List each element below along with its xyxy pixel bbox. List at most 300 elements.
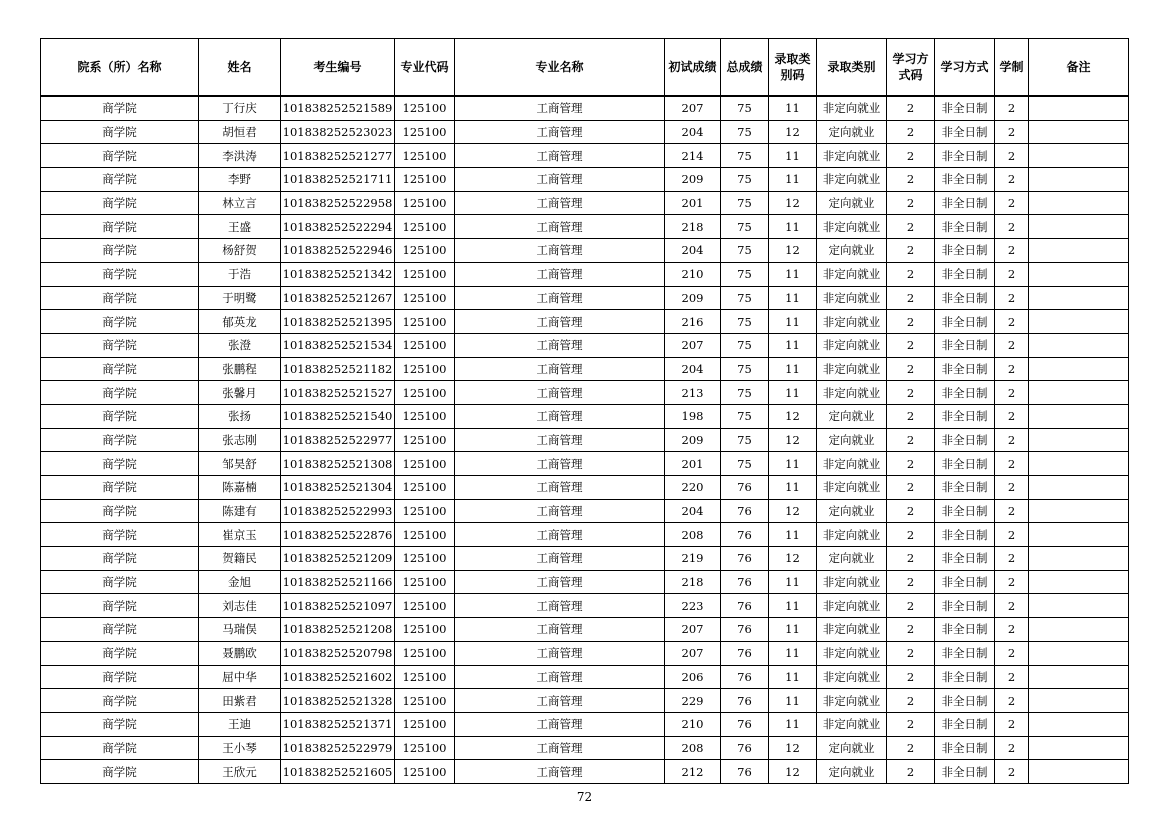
study-mode-cell: 非全日制 bbox=[935, 547, 995, 571]
total-score-cell: 76 bbox=[721, 665, 769, 689]
remarks-cell bbox=[1029, 570, 1129, 594]
name-cell: 刘志佳 bbox=[199, 594, 281, 618]
admission-type-code-cell: 11 bbox=[769, 168, 817, 192]
duration-cell: 2 bbox=[995, 547, 1029, 571]
candidate-id-cell: 101838252521527 bbox=[281, 381, 395, 405]
candidate-id-cell: 101838252522993 bbox=[281, 499, 395, 523]
admission-type-cell: 定向就业 bbox=[817, 428, 887, 452]
table-row bbox=[41, 665, 1129, 689]
admission-type-code-cell: 11 bbox=[769, 310, 817, 334]
department-cell: 商学院 bbox=[41, 618, 199, 642]
duration-cell: 2 bbox=[995, 476, 1029, 500]
study-mode-cell: 非全日制 bbox=[935, 120, 995, 144]
major-code-cell: 125100 bbox=[395, 120, 455, 144]
major-code-cell: 125100 bbox=[395, 452, 455, 476]
department-cell: 商学院 bbox=[41, 191, 199, 215]
study-mode-code-cell: 2 bbox=[887, 452, 935, 476]
study-mode-cell: 非全日制 bbox=[935, 168, 995, 192]
study-mode-code-cell: 2 bbox=[887, 499, 935, 523]
department-cell: 商学院 bbox=[41, 357, 199, 381]
name-cell: 贺籍民 bbox=[199, 547, 281, 571]
major-name-cell: 工商管理 bbox=[455, 736, 665, 760]
admission-type-code-cell: 11 bbox=[769, 262, 817, 286]
table-row bbox=[41, 239, 1129, 263]
total-score-cell: 76 bbox=[721, 736, 769, 760]
admission-type-code-cell: 11 bbox=[769, 641, 817, 665]
table-row bbox=[41, 476, 1129, 500]
study-mode-code-cell: 2 bbox=[887, 428, 935, 452]
department-cell: 商学院 bbox=[41, 760, 199, 784]
candidate-id-cell: 101838252523023 bbox=[281, 120, 395, 144]
name-cell: 于浩 bbox=[199, 262, 281, 286]
study-mode-code-cell: 2 bbox=[887, 641, 935, 665]
total-score-cell: 76 bbox=[721, 594, 769, 618]
major-code-cell: 125100 bbox=[395, 476, 455, 500]
major-code-cell: 125100 bbox=[395, 428, 455, 452]
total-score-cell: 76 bbox=[721, 499, 769, 523]
remarks-cell bbox=[1029, 381, 1129, 405]
department-cell: 商学院 bbox=[41, 594, 199, 618]
name-cell: 丁行庆 bbox=[199, 96, 281, 120]
study-mode-cell: 非全日制 bbox=[935, 262, 995, 286]
study-mode-cell: 非全日制 bbox=[935, 215, 995, 239]
remarks-cell bbox=[1029, 523, 1129, 547]
table-row bbox=[41, 357, 1129, 381]
admission-type-code-cell: 12 bbox=[769, 736, 817, 760]
study-mode-cell: 非全日制 bbox=[935, 381, 995, 405]
study-mode-cell: 非全日制 bbox=[935, 191, 995, 215]
major-code-cell: 125100 bbox=[395, 641, 455, 665]
major-name-cell: 工商管理 bbox=[455, 144, 665, 168]
initial-score-cell: 198 bbox=[665, 404, 721, 428]
initial-score-cell: 208 bbox=[665, 523, 721, 547]
major-name-cell: 工商管理 bbox=[455, 215, 665, 239]
initial-score-cell: 213 bbox=[665, 381, 721, 405]
admission-type-code-cell: 11 bbox=[769, 570, 817, 594]
study-mode-cell: 非全日制 bbox=[935, 641, 995, 665]
study-mode-cell: 非全日制 bbox=[935, 594, 995, 618]
initial-score-cell: 220 bbox=[665, 476, 721, 500]
study-mode-code-cell: 2 bbox=[887, 523, 935, 547]
table-row bbox=[41, 689, 1129, 713]
candidate-id-cell: 101838252521534 bbox=[281, 333, 395, 357]
duration-cell: 2 bbox=[995, 96, 1029, 120]
name-cell: 张鹏程 bbox=[199, 357, 281, 381]
admission-type-cell: 定向就业 bbox=[817, 191, 887, 215]
candidate-id-cell: 101838252521711 bbox=[281, 168, 395, 192]
admission-type-cell: 非定向就业 bbox=[817, 215, 887, 239]
total-score-cell: 75 bbox=[721, 310, 769, 334]
name-cell: 张志刚 bbox=[199, 428, 281, 452]
table-row bbox=[41, 547, 1129, 571]
remarks-cell bbox=[1029, 144, 1129, 168]
name-cell: 陈嘉楠 bbox=[199, 476, 281, 500]
remarks-cell bbox=[1029, 333, 1129, 357]
table-row bbox=[41, 96, 1129, 120]
major-code-cell: 125100 bbox=[395, 736, 455, 760]
major-code-cell: 125100 bbox=[395, 96, 455, 120]
name-cell: 张扬 bbox=[199, 404, 281, 428]
total-score-cell: 75 bbox=[721, 262, 769, 286]
candidate-id-cell: 101838252521328 bbox=[281, 689, 395, 713]
candidate-id-cell: 101838252521209 bbox=[281, 547, 395, 571]
study-mode-cell: 非全日制 bbox=[935, 523, 995, 547]
major-name-cell: 工商管理 bbox=[455, 523, 665, 547]
table-row bbox=[41, 310, 1129, 334]
initial-score-cell: 223 bbox=[665, 594, 721, 618]
candidate-id-cell: 101838252522977 bbox=[281, 428, 395, 452]
department-cell: 商学院 bbox=[41, 476, 199, 500]
admission-type-code-cell: 11 bbox=[769, 689, 817, 713]
study-mode-cell: 非全日制 bbox=[935, 452, 995, 476]
study-mode-code-cell: 2 bbox=[887, 665, 935, 689]
study-mode-cell: 非全日制 bbox=[935, 144, 995, 168]
initial-score-cell: 201 bbox=[665, 452, 721, 476]
department-cell: 商学院 bbox=[41, 404, 199, 428]
major-name-cell: 工商管理 bbox=[455, 310, 665, 334]
name-cell: 李洪涛 bbox=[199, 144, 281, 168]
initial-score-cell: 214 bbox=[665, 144, 721, 168]
candidate-id-cell: 101838252521097 bbox=[281, 594, 395, 618]
table-row bbox=[41, 144, 1129, 168]
remarks-cell bbox=[1029, 712, 1129, 736]
admission-type-code-cell: 12 bbox=[769, 499, 817, 523]
admission-type-code-header: 录取类别码 bbox=[769, 39, 817, 97]
candidate-id-cell: 101838252522294 bbox=[281, 215, 395, 239]
department-cell: 商学院 bbox=[41, 120, 199, 144]
major-code-cell: 125100 bbox=[395, 215, 455, 239]
major-code-cell: 125100 bbox=[395, 286, 455, 310]
duration-cell: 2 bbox=[995, 523, 1029, 547]
duration-header: 学制 bbox=[995, 39, 1029, 97]
major-code-cell: 125100 bbox=[395, 665, 455, 689]
major-name-cell: 工商管理 bbox=[455, 357, 665, 381]
name-cell: 金旭 bbox=[199, 570, 281, 594]
table-row bbox=[41, 618, 1129, 642]
remarks-cell bbox=[1029, 760, 1129, 784]
major-code-cell: 125100 bbox=[395, 523, 455, 547]
candidate-id-header: 考生编号 bbox=[281, 39, 395, 97]
major-name-cell: 工商管理 bbox=[455, 712, 665, 736]
initial-score-cell: 209 bbox=[665, 286, 721, 310]
study-mode-code-cell: 2 bbox=[887, 168, 935, 192]
header-row bbox=[41, 39, 1129, 97]
major-code-cell: 125100 bbox=[395, 333, 455, 357]
remarks-header: 备注 bbox=[1029, 39, 1129, 97]
duration-cell: 2 bbox=[995, 215, 1029, 239]
name-cell: 马瑞俣 bbox=[199, 618, 281, 642]
study-mode-cell: 非全日制 bbox=[935, 499, 995, 523]
department-cell: 商学院 bbox=[41, 96, 199, 120]
admission-type-code-cell: 12 bbox=[769, 760, 817, 784]
candidate-id-cell: 101838252521589 bbox=[281, 96, 395, 120]
major-name-cell: 工商管理 bbox=[455, 428, 665, 452]
candidate-id-cell: 101838252521166 bbox=[281, 570, 395, 594]
admission-type-code-cell: 11 bbox=[769, 476, 817, 500]
duration-cell: 2 bbox=[995, 144, 1029, 168]
name-cell: 杨舒贺 bbox=[199, 239, 281, 263]
study-mode-cell: 非全日制 bbox=[935, 333, 995, 357]
duration-cell: 2 bbox=[995, 333, 1029, 357]
duration-cell: 2 bbox=[995, 641, 1029, 665]
study-mode-cell: 非全日制 bbox=[935, 357, 995, 381]
total-score-cell: 75 bbox=[721, 452, 769, 476]
candidate-id-cell: 101838252521540 bbox=[281, 404, 395, 428]
study-mode-code-cell: 2 bbox=[887, 120, 935, 144]
major-name-cell: 工商管理 bbox=[455, 286, 665, 310]
major-code-cell: 125100 bbox=[395, 310, 455, 334]
major-code-cell: 125100 bbox=[395, 262, 455, 286]
initial-score-cell: 210 bbox=[665, 712, 721, 736]
admission-type-code-cell: 11 bbox=[769, 452, 817, 476]
admission-type-code-cell: 11 bbox=[769, 523, 817, 547]
name-cell: 聂鹏欧 bbox=[199, 641, 281, 665]
major-code-cell: 125100 bbox=[395, 712, 455, 736]
name-cell: 陈建有 bbox=[199, 499, 281, 523]
admission-type-cell: 非定向就业 bbox=[817, 262, 887, 286]
major-code-cell: 125100 bbox=[395, 191, 455, 215]
candidate-id-cell: 101838252521395 bbox=[281, 310, 395, 334]
total-score-cell: 75 bbox=[721, 333, 769, 357]
total-score-cell: 75 bbox=[721, 191, 769, 215]
admission-type-cell: 定向就业 bbox=[817, 736, 887, 760]
study-mode-cell: 非全日制 bbox=[935, 712, 995, 736]
admission-type-code-cell: 12 bbox=[769, 191, 817, 215]
page-number: 72 bbox=[576, 790, 593, 804]
table-row bbox=[41, 428, 1129, 452]
name-cell: 王小琴 bbox=[199, 736, 281, 760]
duration-cell: 2 bbox=[995, 570, 1029, 594]
admission-type-cell: 非定向就业 bbox=[817, 641, 887, 665]
total-score-cell: 75 bbox=[721, 357, 769, 381]
remarks-cell bbox=[1029, 499, 1129, 523]
study-mode-code-cell: 2 bbox=[887, 712, 935, 736]
admission-type-cell: 非定向就业 bbox=[817, 381, 887, 405]
total-score-cell: 76 bbox=[721, 523, 769, 547]
major-code-cell: 125100 bbox=[395, 594, 455, 618]
major-name-cell: 工商管理 bbox=[455, 239, 665, 263]
admission-type-cell: 定向就业 bbox=[817, 760, 887, 784]
duration-cell: 2 bbox=[995, 594, 1029, 618]
admission-type-cell: 非定向就业 bbox=[817, 357, 887, 381]
study-mode-code-cell: 2 bbox=[887, 239, 935, 263]
department-cell: 商学院 bbox=[41, 168, 199, 192]
remarks-cell bbox=[1029, 191, 1129, 215]
major-name-cell: 工商管理 bbox=[455, 168, 665, 192]
name-cell: 林立言 bbox=[199, 191, 281, 215]
department-cell: 商学院 bbox=[41, 547, 199, 571]
name-cell: 田紫君 bbox=[199, 689, 281, 713]
initial-score-cell: 201 bbox=[665, 191, 721, 215]
candidate-id-cell: 101838252522876 bbox=[281, 523, 395, 547]
admission-type-code-cell: 11 bbox=[769, 381, 817, 405]
candidate-id-cell: 101838252522958 bbox=[281, 191, 395, 215]
department-cell: 商学院 bbox=[41, 689, 199, 713]
admission-type-code-cell: 11 bbox=[769, 96, 817, 120]
major-name-cell: 工商管理 bbox=[455, 760, 665, 784]
name-cell: 崔京玉 bbox=[199, 523, 281, 547]
major-code-cell: 125100 bbox=[395, 144, 455, 168]
total-score-cell: 75 bbox=[721, 215, 769, 239]
study-mode-code-cell: 2 bbox=[887, 381, 935, 405]
major-name-cell: 工商管理 bbox=[455, 499, 665, 523]
major-name-cell: 工商管理 bbox=[455, 120, 665, 144]
table-row bbox=[41, 523, 1129, 547]
department-cell: 商学院 bbox=[41, 144, 199, 168]
table-row bbox=[41, 168, 1129, 192]
admission-type-code-cell: 11 bbox=[769, 665, 817, 689]
name-cell: 郁英龙 bbox=[199, 310, 281, 334]
total-score-cell: 76 bbox=[721, 547, 769, 571]
admission-type-cell: 非定向就业 bbox=[817, 168, 887, 192]
total-score-cell: 75 bbox=[721, 120, 769, 144]
candidate-id-cell: 101838252522946 bbox=[281, 239, 395, 263]
study-mode-cell: 非全日制 bbox=[935, 570, 995, 594]
table-row bbox=[41, 286, 1129, 310]
name-cell: 胡恒君 bbox=[199, 120, 281, 144]
remarks-cell bbox=[1029, 286, 1129, 310]
study-mode-code-cell: 2 bbox=[887, 404, 935, 428]
table-row bbox=[41, 120, 1129, 144]
study-mode-code-cell: 2 bbox=[887, 262, 935, 286]
study-mode-code-cell: 2 bbox=[887, 310, 935, 334]
candidate-id-cell: 101838252521602 bbox=[281, 665, 395, 689]
admission-type-cell: 定向就业 bbox=[817, 120, 887, 144]
admission-type-cell: 非定向就业 bbox=[817, 523, 887, 547]
remarks-cell bbox=[1029, 476, 1129, 500]
admission-type-code-cell: 12 bbox=[769, 120, 817, 144]
duration-cell: 2 bbox=[995, 310, 1029, 334]
major-code-cell: 125100 bbox=[395, 618, 455, 642]
remarks-cell bbox=[1029, 215, 1129, 239]
major-name-cell: 工商管理 bbox=[455, 404, 665, 428]
candidate-id-cell: 101838252521267 bbox=[281, 286, 395, 310]
major-name-cell: 工商管理 bbox=[455, 570, 665, 594]
department-cell: 商学院 bbox=[41, 428, 199, 452]
duration-cell: 2 bbox=[995, 665, 1029, 689]
admission-type-cell: 非定向就业 bbox=[817, 570, 887, 594]
duration-cell: 2 bbox=[995, 286, 1029, 310]
department-cell: 商学院 bbox=[41, 239, 199, 263]
initial-score-cell: 204 bbox=[665, 357, 721, 381]
study-mode-cell: 非全日制 bbox=[935, 689, 995, 713]
study-mode-code-header: 学习方式码 bbox=[887, 39, 935, 97]
table-row bbox=[41, 594, 1129, 618]
initial-score-cell: 204 bbox=[665, 120, 721, 144]
admission-type-code-cell: 11 bbox=[769, 286, 817, 310]
admission-type-cell: 非定向就业 bbox=[817, 476, 887, 500]
major-name-cell: 工商管理 bbox=[455, 333, 665, 357]
initial-score-cell: 208 bbox=[665, 736, 721, 760]
department-cell: 商学院 bbox=[41, 712, 199, 736]
duration-cell: 2 bbox=[995, 428, 1029, 452]
department-cell: 商学院 bbox=[41, 499, 199, 523]
admission-type-cell: 非定向就业 bbox=[817, 144, 887, 168]
total-score-cell: 75 bbox=[721, 286, 769, 310]
candidate-id-cell: 101838252521308 bbox=[281, 452, 395, 476]
total-score-cell: 76 bbox=[721, 760, 769, 784]
remarks-cell bbox=[1029, 120, 1129, 144]
remarks-cell bbox=[1029, 547, 1129, 571]
remarks-cell bbox=[1029, 168, 1129, 192]
duration-cell: 2 bbox=[995, 689, 1029, 713]
table-row bbox=[41, 712, 1129, 736]
admission-type-code-cell: 11 bbox=[769, 618, 817, 642]
candidate-id-cell: 101838252522979 bbox=[281, 736, 395, 760]
department-cell: 商学院 bbox=[41, 452, 199, 476]
department-cell: 商学院 bbox=[41, 570, 199, 594]
initial-score-cell: 210 bbox=[665, 262, 721, 286]
admission-type-code-cell: 12 bbox=[769, 547, 817, 571]
major-code-cell: 125100 bbox=[395, 381, 455, 405]
admission-type-code-cell: 11 bbox=[769, 333, 817, 357]
remarks-cell bbox=[1029, 618, 1129, 642]
table-row bbox=[41, 262, 1129, 286]
initial-score-cell: 218 bbox=[665, 215, 721, 239]
study-mode-code-cell: 2 bbox=[887, 96, 935, 120]
study-mode-cell: 非全日制 bbox=[935, 404, 995, 428]
study-mode-header: 学习方式 bbox=[935, 39, 995, 97]
remarks-cell bbox=[1029, 689, 1129, 713]
name-cell: 王盛 bbox=[199, 215, 281, 239]
admission-type-code-cell: 12 bbox=[769, 428, 817, 452]
table-body bbox=[41, 96, 1129, 783]
initial-score-cell: 218 bbox=[665, 570, 721, 594]
admission-type-cell: 非定向就业 bbox=[817, 689, 887, 713]
duration-cell: 2 bbox=[995, 239, 1029, 263]
remarks-cell bbox=[1029, 428, 1129, 452]
total-score-cell: 75 bbox=[721, 404, 769, 428]
study-mode-code-cell: 2 bbox=[887, 547, 935, 571]
admission-type-cell: 非定向就业 bbox=[817, 618, 887, 642]
department-cell: 商学院 bbox=[41, 381, 199, 405]
major-code-cell: 125100 bbox=[395, 168, 455, 192]
table-row bbox=[41, 381, 1129, 405]
total-score-cell: 76 bbox=[721, 618, 769, 642]
remarks-cell bbox=[1029, 641, 1129, 665]
duration-cell: 2 bbox=[995, 191, 1029, 215]
candidate-id-cell: 101838252521605 bbox=[281, 760, 395, 784]
name-cell: 屈中华 bbox=[199, 665, 281, 689]
major-code-cell: 125100 bbox=[395, 760, 455, 784]
admission-type-cell: 非定向就业 bbox=[817, 712, 887, 736]
major-code-cell: 125100 bbox=[395, 570, 455, 594]
initial-score-cell: 207 bbox=[665, 641, 721, 665]
initial-score-header: 初试成绩 bbox=[665, 39, 721, 97]
study-mode-code-cell: 2 bbox=[887, 286, 935, 310]
candidate-id-cell: 101838252520798 bbox=[281, 641, 395, 665]
study-mode-cell: 非全日制 bbox=[935, 310, 995, 334]
major-name-cell: 工商管理 bbox=[455, 594, 665, 618]
admission-type-cell: 定向就业 bbox=[817, 404, 887, 428]
remarks-cell bbox=[1029, 594, 1129, 618]
table-header bbox=[41, 39, 1129, 97]
admission-type-cell: 非定向就业 bbox=[817, 333, 887, 357]
department-cell: 商学院 bbox=[41, 262, 199, 286]
admission-type-code-cell: 11 bbox=[769, 144, 817, 168]
major-code-header: 专业代码 bbox=[395, 39, 455, 97]
major-name-cell: 工商管理 bbox=[455, 641, 665, 665]
table-row bbox=[41, 452, 1129, 476]
major-code-cell: 125100 bbox=[395, 499, 455, 523]
duration-cell: 2 bbox=[995, 618, 1029, 642]
study-mode-cell: 非全日制 bbox=[935, 736, 995, 760]
major-name-cell: 工商管理 bbox=[455, 689, 665, 713]
initial-score-cell: 207 bbox=[665, 96, 721, 120]
duration-cell: 2 bbox=[995, 120, 1029, 144]
major-name-cell: 工商管理 bbox=[455, 665, 665, 689]
table-row bbox=[41, 404, 1129, 428]
